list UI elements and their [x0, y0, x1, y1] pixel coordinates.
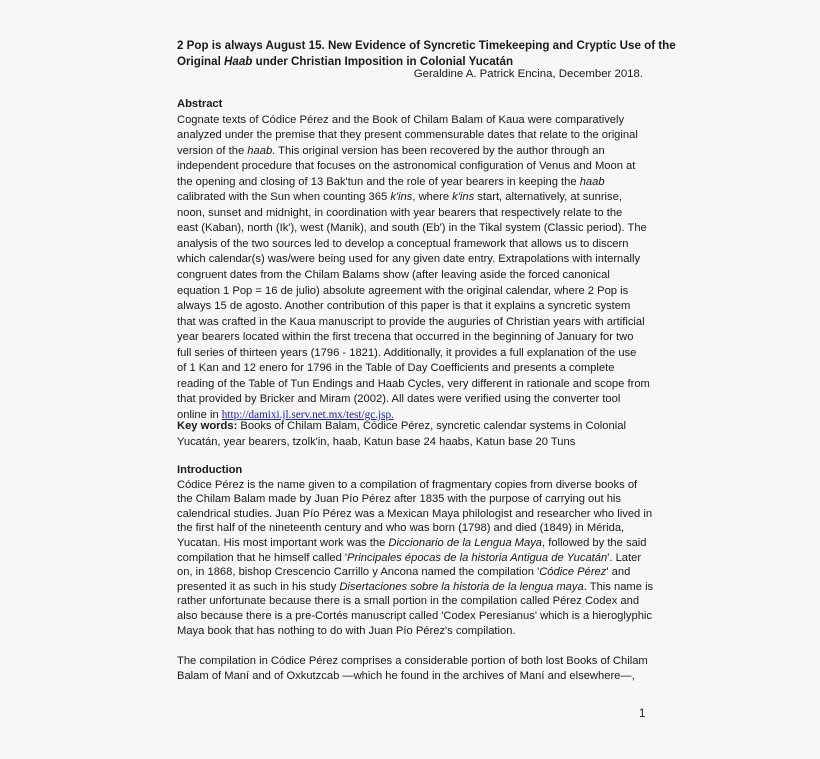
converter-tool-link[interactable]: http://damixi.jl.serv.net.mx/test/gc.jsp.: [221, 408, 394, 421]
text-line: [177, 594, 647, 609]
text-line: [177, 624, 647, 639]
document-title: [177, 38, 676, 70]
keywords-line: [177, 435, 647, 451]
text-run: , where: [412, 191, 453, 204]
text-run: reading of the Table of Tun Endings and Haab Cycles, very different in rationale and scope from: [177, 377, 650, 390]
text-line: [177, 478, 647, 493]
text-line: [177, 237, 647, 253]
text-run: which calendar(s) was/were being used for any given date entry. Extrapolations with internally: [177, 253, 641, 266]
text-run: compilation that he himself called ': [177, 551, 348, 564]
introduction-section: [177, 463, 654, 638]
text-line: [177, 361, 647, 377]
text-run: Balam of Maní and of Oxkutzcab —which he found in the archives of Maní and elsewhere—,: [177, 669, 635, 682]
text-run: 2 Pop is always August 15. New Evidence of Syncretic Timekeeping and Cryptic Use of the: [177, 39, 676, 52]
italic-text: Diccionario de la Lengua Maya: [388, 536, 543, 549]
keywords-label: Key words:: [177, 420, 238, 432]
text-line: [177, 565, 647, 580]
keywords-line: [237, 420, 626, 432]
italic-text: haab: [247, 144, 273, 157]
text-run: noon, sunset and midnight, in coordination with year bearers that respectively relate to the: [177, 206, 623, 219]
text-line: [177, 580, 654, 595]
text-line: [177, 268, 647, 284]
text-line: [177, 507, 653, 522]
text-run: east (Kaban), north (Ik'), west (Manik), and south (Eb') in the Tikal system (Classic period). The: [177, 222, 647, 235]
text-line: [177, 551, 647, 566]
text-line: [177, 299, 647, 315]
text-line: [177, 669, 647, 684]
text-line: [177, 175, 647, 191]
text-line: [177, 252, 647, 268]
text-line: [177, 392, 647, 408]
text-line: [177, 144, 647, 160]
abstract-body: [177, 113, 650, 424]
text-run: on, in 1868, bishop Crescencio Carrillo y Ancona named the compilation ': [177, 566, 540, 579]
author-date: Geraldine A. Patrick Encina, December 2018.: [413, 68, 643, 80]
text-line: [177, 492, 647, 507]
text-line: [177, 536, 647, 551]
text-run: Original: [177, 55, 225, 68]
text-run: calendrical studies. Juan Pío Pérez was a Mexican Maya philologist and researcher who lived in: [177, 507, 653, 520]
text-line: [177, 190, 647, 206]
text-run: , followed by the said: [542, 536, 647, 549]
text-line: [177, 206, 647, 222]
text-line: [177, 654, 647, 669]
text-run: . This name is: [583, 580, 654, 593]
italic-text: k'ins: [390, 191, 413, 204]
text-run: Yucatán, year bearers, tzolk'in, haab, Katun base 24 haabs, Katun base 20 Tuns: [177, 435, 576, 448]
italic-text: haab: [579, 175, 605, 188]
text-run: online in: [177, 408, 222, 421]
introduction-heading: Introduction: [177, 464, 243, 476]
keywords-section: [177, 419, 647, 450]
text-run: the Chilam Balam made by Juan Pío Pérez after 1835 with the purpose of carrying out his: [177, 493, 622, 506]
text-run: '. Later: [607, 551, 642, 564]
text-run: Books of Chilam Balam, Códice Pérez, syncretic calendar systems in Colonial: [237, 420, 626, 432]
text-run: analysis of the two sources led to develop a conceptual framework that allows us to discern: [177, 237, 629, 250]
introduction-paragraph-2: [177, 654, 647, 683]
text-run: Códice Pérez is the name given to a compilation of fragmentary copies from diverse books of: [177, 478, 638, 491]
text-run: start, alternatively, at sunrise,: [474, 191, 622, 204]
text-run: that provided by Bricker and Miram (2002). All dates were verified using the converter tool: [177, 393, 621, 406]
text-run: The compilation in Códice Pérez comprises a considerable portion of both lost Books of Chilam: [177, 655, 648, 667]
abstract-section: [177, 97, 650, 423]
text-run: also because there is a pre-Cortés manuscript called 'Codex Peresianus' which is a hieroglyphic: [177, 609, 653, 622]
italic-text: k'ins: [452, 191, 475, 204]
text-line: [177, 284, 647, 300]
italic-text: Haab: [224, 55, 253, 68]
text-line: [177, 609, 653, 624]
text-run: that was crafted in the Kaua manuscript to provide the auguries of Christian years with artificial: [177, 315, 645, 328]
text-run: congruent dates from the Chilam Balams show (after leaving aside the forced canonical: [177, 269, 610, 282]
italic-text: Códice Pérez: [539, 566, 607, 579]
text-line: [177, 315, 647, 331]
text-run: equation 1 Pop = 16 de julio) absolute agreement with the original calendar, where 2 Pop is: [177, 284, 629, 297]
page-number: 1: [639, 708, 646, 720]
text-run: year bearers located within the first trecena that occurred in the beginning of January for two: [177, 331, 634, 344]
text-line: [177, 521, 647, 536]
text-line: [177, 159, 647, 175]
abstract-heading: Abstract: [177, 98, 223, 110]
text-run: Yucatan. His most important work was the: [177, 536, 389, 549]
text-run: the first half of the nineteenth century and who was born (1798) and died (1849) in Mérida,: [177, 522, 625, 535]
text-run: under Christian Imposition in Colonial Yucatán: [252, 55, 514, 68]
text-run: of 1 Kan and 12 enero for 1796 in the Table of Day Coefficients and presents a complete: [177, 362, 615, 375]
text-run: version of the: [177, 144, 248, 157]
text-run: analyzed under the premise that they present commensurable dates that relate to the original: [177, 129, 638, 142]
text-run: calibrated with the Sun when counting 365: [177, 191, 391, 204]
text-line: [177, 377, 650, 393]
introduction-paragraph-1: [177, 478, 654, 639]
italic-text: Principales épocas de la historia Antigua de Yucatán: [347, 551, 608, 564]
text-line: [177, 38, 676, 54]
text-line: [177, 346, 647, 362]
text-line: [177, 330, 647, 346]
text-line: [177, 113, 647, 129]
text-run: independent procedure that focuses on the astronomical configuration of Venus and Moon at: [177, 160, 636, 173]
text-run: the opening and closing of 13 Bak'tun and the role of year bearers in keeping the: [177, 175, 580, 188]
text-run: Maya book that has nothing to do with Juan Pío Pérez's compilation.: [177, 624, 516, 637]
text-line: [177, 221, 647, 237]
text-run: Cognate texts of Códice Pérez and the Book of Chilam Balam of Kaua were comparatively: [177, 113, 625, 126]
text-run: . This original version has been recovered by the author through an: [272, 144, 605, 157]
text-line: [177, 128, 647, 144]
text-run: ' and: [606, 566, 631, 579]
text-run: always 15 de agosto. Another contribution of this paper is that it explains a syncretic system: [177, 300, 631, 313]
text-run: rather unfortunate because there is a small portion in the compilation called Pérez Codex and: [177, 595, 640, 608]
italic-text: Disertaciones sobre la historia de la lengua maya: [339, 580, 584, 593]
text-run: full series of thirteen years (1796 - 1821). Additionally, it provides a full explanation of the use: [177, 346, 637, 359]
text-run: presented it as such in his study: [177, 580, 340, 593]
